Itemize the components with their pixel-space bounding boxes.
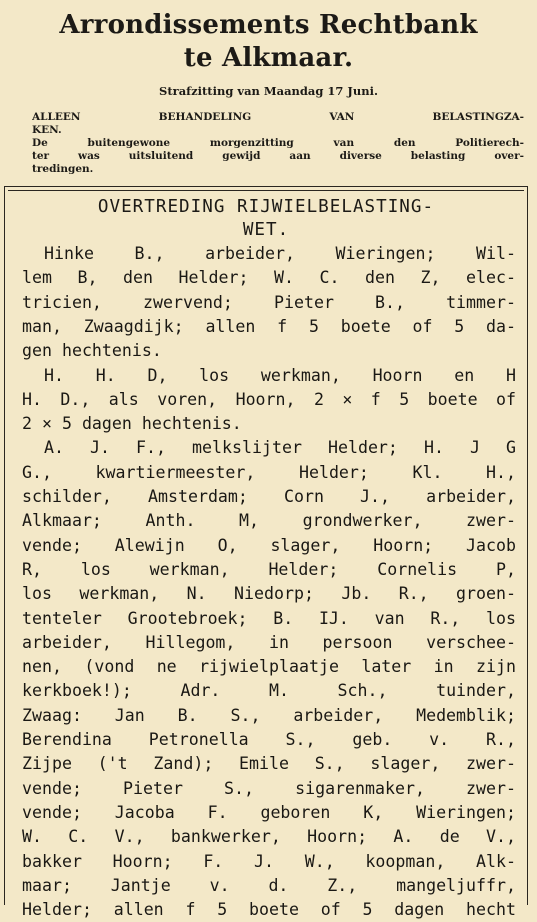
- article-body-line: los werkman, N. Niedorp; Jb. R., groen-: [22, 584, 516, 604]
- article-body-line: nen, (vond ne rijwielplaatje later in zijn: [22, 657, 516, 677]
- intro-line: De buitengewone morgenzitting van den Politierech-: [32, 137, 524, 149]
- intro-line: tredingen.: [32, 163, 94, 175]
- article-body-line: man, Zwaagdijk; allen f 5 boete of 5 da-: [22, 316, 516, 336]
- article-body-line: Alkmaar; Anth. M, grondwerker, zwer-: [22, 511, 516, 531]
- article-body-line: bakker Hoorn; F. J. W., koopman, Alk-: [22, 851, 516, 871]
- session-subheading: Strafzitting van Maandag 17 Juni.: [159, 84, 378, 98]
- article-body-line: lem B, den Helder; W. C. den Z, elec-: [22, 268, 516, 288]
- article-body-line: W. C. V., bankwerker, Hoorn; A. de V.,: [22, 827, 516, 847]
- section-heading-line-1: OVERTREDING RIJWIELBELASTING-: [97, 197, 435, 217]
- article-body-line: vende; Pieter S., sigarenmaker, zwer-: [22, 778, 516, 798]
- article-body-line: maar; Jantje v. d. Z., mangeljuffr,: [22, 875, 516, 895]
- article-body-line: A. J. F., melkslijter Helder; H. J G: [44, 438, 516, 458]
- article-body-line: kerkboek!); Adr. M. Sch., tuinder,: [22, 681, 516, 701]
- article-body-line: Helder; allen f 5 boete of 5 dagen hecht: [22, 900, 516, 920]
- article-body-line: schilder, Amsterdam; Corn J., arbeider,: [22, 487, 516, 506]
- article-body-line: Zwaag: Jan B. S., arbeider, Medemblik;: [22, 705, 516, 725]
- section-heading-line-2: WET.: [242, 220, 290, 240]
- article-body-line: vende; Alewijn O, slager, Hoorn; Jacob: [22, 535, 516, 555]
- headline-line-1: Arrondissements Rechtbank: [59, 10, 478, 40]
- intro-line: ter was uitsluitend gewijd aan diverse belasting over-: [32, 150, 524, 162]
- article-body-line: Berendina Petronella S., geb. v. R.,: [22, 730, 516, 749]
- article-body-line: Zijpe ('t Zand); Emile S., slager, zwer-: [22, 754, 516, 774]
- article-body-line: Hinke B., arbeider, Wieringen; Wil-: [44, 244, 516, 263]
- article-body-line: gen hechtenis.: [22, 341, 162, 361]
- article-frame-inner-rule: [8, 190, 524, 191]
- article-body-line: 2 × 5 dagen hechtenis.: [22, 414, 242, 434]
- intro-line: ALLEEN BEHANDELING VAN BELASTINGZA-: [32, 111, 524, 123]
- article-body-line: tenteler Grootebroek; B. IJ. van R., los: [22, 608, 516, 628]
- article-body-line: arbeider, Hillegom, in persoon verschee-: [22, 632, 516, 652]
- intro-line: KEN.: [32, 124, 62, 136]
- article-body-line: vende; Jacoba F. geboren K, Wieringen;: [22, 802, 516, 822]
- article-body-line: H. H. D, los werkman, Hoorn en H: [44, 365, 516, 385]
- article-body-line: H. D., als voren, Hoorn, 2 × f 5 boete of: [22, 389, 516, 409]
- article-body-line: R, los werkman, Helder; Cornelis P,: [22, 559, 516, 579]
- article-body-line: G., kwartiermeester, Helder; Kl. H.,: [22, 462, 516, 482]
- headline-line-2: te Alkmaar.: [183, 43, 354, 73]
- article-body-line: tricien, zwervend; Pieter B., timmer-: [22, 292, 516, 312]
